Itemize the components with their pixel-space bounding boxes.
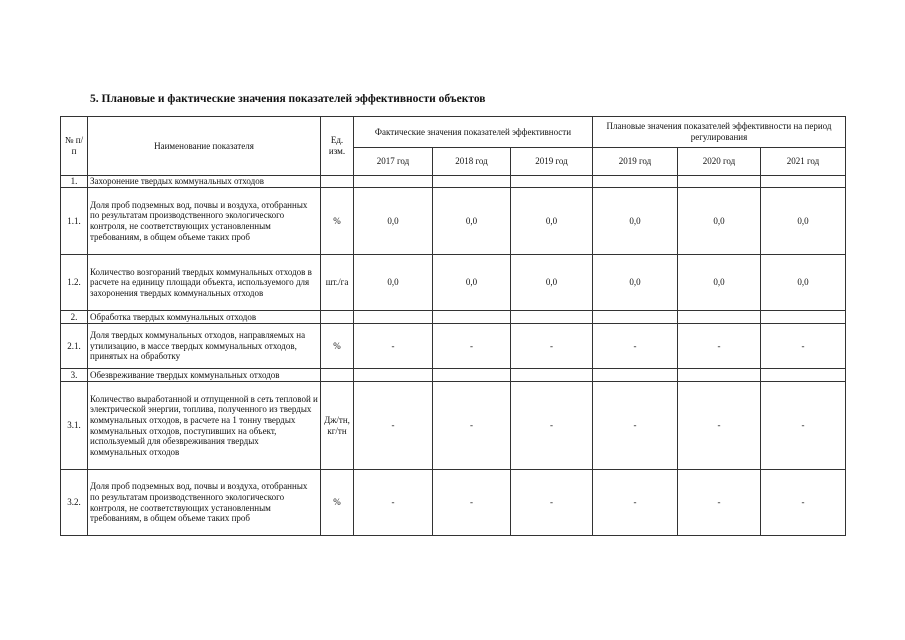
table-row (61, 470, 846, 536)
value-cell: - (433, 470, 511, 536)
header-year: 2018 год (433, 148, 511, 176)
value-cell: 0,0 (678, 255, 761, 311)
section-name: Обезвреживание твердых коммунальных отходов (88, 369, 321, 382)
value-cell: - (354, 382, 433, 470)
value-cell: - (678, 324, 761, 369)
row-num: 1. (61, 176, 88, 188)
row-num: 3.2. (61, 470, 88, 536)
value-cell: 0,0 (511, 255, 593, 311)
table-row (61, 382, 846, 470)
indicators-table (60, 116, 846, 536)
header-planned: Плановые значения показателей эффективности на период регулирования (593, 117, 846, 148)
row-num: 2.1. (61, 324, 88, 369)
indicator-name: Доля твердых коммунальных отходов, направляемых на утилизацию, в массе твердых коммунальных отходов, принятых на обработку (88, 324, 321, 369)
value-cell: 0,0 (761, 255, 846, 311)
row-num: 2. (61, 311, 88, 324)
value-cell: 0,0 (593, 255, 678, 311)
table-row (61, 324, 846, 369)
indicator-name: Количество выработанной и отпущенной в сеть тепловой и электрической энергии, топлива, полученного из твердых коммунальных отходов, в расчете на 1 тонну твердых коммунальных отходов, поступивших на объект, используемый для обезвреживания твердых коммунальных отходов (88, 382, 321, 470)
value-cell: - (593, 324, 678, 369)
row-num: 3.1. (61, 382, 88, 470)
value-cell: - (433, 382, 511, 470)
value-cell: 0,0 (761, 188, 846, 255)
table-row (61, 188, 846, 255)
header-num: № п/п (61, 117, 88, 176)
value-cell: - (678, 470, 761, 536)
row-num: 1.2. (61, 255, 88, 311)
value-cell: 0,0 (433, 255, 511, 311)
unit-cell: шт./га (321, 255, 354, 311)
indicator-name: Доля проб подземных вод, почвы и воздуха, отобранных по результатам производственного экологического контроля, не соответствующих установленным требованиям, в общем объеме таких проб (88, 188, 321, 255)
value-cell: - (511, 470, 593, 536)
indicator-name: Доля проб подземных вод, почвы и воздуха, отобранных по результатам производственного экологического контроля, не соответствующих установленным требованиям, в общем объеме таких проб (88, 470, 321, 536)
unit-cell: % (321, 470, 354, 536)
value-cell: - (678, 382, 761, 470)
value-cell: - (354, 470, 433, 536)
table-row (61, 255, 846, 311)
header-year: 2017 год (354, 148, 433, 176)
value-cell: - (761, 324, 846, 369)
value-cell: - (433, 324, 511, 369)
section-name: Обработка твердых коммунальных отходов (88, 311, 321, 324)
value-cell: - (761, 470, 846, 536)
section-row (61, 311, 846, 324)
value-cell: - (511, 324, 593, 369)
unit-cell: % (321, 188, 354, 255)
page-title: 5. Плановые и фактические значения показателей эффективности объектов (90, 93, 486, 105)
header-actual: Фактические значения показателей эффективности (354, 117, 593, 148)
header-year: 2021 год (761, 148, 846, 176)
row-num: 3. (61, 369, 88, 382)
header-year: 2020 год (678, 148, 761, 176)
value-cell: 0,0 (354, 188, 433, 255)
value-cell: - (354, 324, 433, 369)
row-num: 1.1. (61, 188, 88, 255)
value-cell: 0,0 (354, 255, 433, 311)
value-cell: - (761, 382, 846, 470)
header-name: Наименование показателя (88, 117, 321, 176)
section-row (61, 176, 846, 188)
section-name: Захоронение твердых коммунальных отходов (88, 176, 321, 188)
value-cell: 0,0 (433, 188, 511, 255)
value-cell: 0,0 (511, 188, 593, 255)
value-cell: - (511, 382, 593, 470)
unit-cell: % (321, 324, 354, 369)
header-year: 2019 год (593, 148, 678, 176)
header-year: 2019 год (511, 148, 593, 176)
value-cell: 0,0 (678, 188, 761, 255)
header-unit: Ед. изм. (321, 117, 354, 176)
section-row (61, 369, 846, 382)
indicator-name: Количество возгораний твердых коммунальных отходов в расчете на единицу площади объекта, используемого для захоронения твердых коммунальных отходов (88, 255, 321, 311)
value-cell: 0,0 (593, 188, 678, 255)
unit-cell: Дж/тн, кг/тн (321, 382, 354, 470)
value-cell: - (593, 382, 678, 470)
value-cell: - (593, 470, 678, 536)
